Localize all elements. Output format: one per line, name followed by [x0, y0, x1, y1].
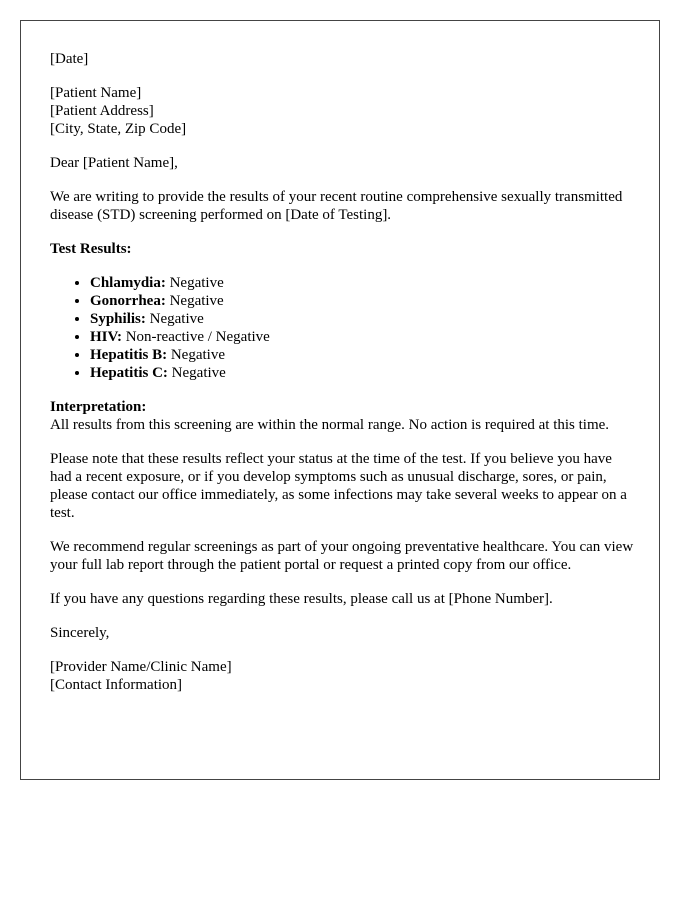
test-result: Negative: [171, 365, 226, 381]
test-name: Chlamydia:: [90, 275, 166, 291]
interpretation-text: All results from this screening are within the normal range. No action is required at this time.: [50, 417, 610, 433]
list-item: [90, 310, 635, 328]
test-results-list: [50, 274, 635, 382]
test-name: HIV:: [90, 329, 122, 345]
letter-body: [50, 50, 635, 710]
recommendation-paragraph: We recommend regular screenings as part of your ongoing preventative healthcare. You can view your full lab report through the patient portal or request a printed copy from our office.: [50, 539, 634, 573]
intro-paragraph: We are writing to provide the results of your recent routine comprehensive sexually transmitted disease (STD) screening performed on [Date of Testing].: [50, 189, 623, 223]
note-paragraph: Please note that these results reflect your status at the time of the test. If you believe you have had a recent exposure, or if you develop symptoms such as unusual discharge, sores, or pain, please contact our office immediately, as some infections may take several weeks to appear on a test.: [50, 451, 627, 521]
test-result: Negative: [169, 293, 224, 309]
test-name: Gonorrhea:: [90, 293, 166, 309]
test-result: Non-reactive / Negative: [125, 329, 270, 345]
list-item: [90, 328, 635, 346]
test-name: Syphilis:: [90, 311, 146, 327]
test-name: Hepatitis C:: [90, 365, 168, 381]
letter-page: [20, 20, 660, 780]
test-result: Negative: [170, 347, 225, 363]
test-result: Negative: [169, 275, 224, 291]
list-item: [90, 274, 635, 292]
test-result: Negative: [149, 311, 204, 327]
signature-provider: [Provider Name/Clinic Name]: [50, 659, 232, 675]
interpretation-heading: Interpretation:: [50, 399, 147, 415]
signature-block: [50, 658, 635, 694]
closing: Sincerely,: [50, 625, 110, 641]
list-item: [90, 292, 635, 310]
test-results-heading: Test Results:: [50, 241, 132, 257]
questions-paragraph: If you have any questions regarding these results, please call us at [Phone Number].: [50, 591, 553, 607]
interpretation-block: [50, 398, 635, 434]
list-item: [90, 346, 635, 364]
salutation: Dear [Patient Name],: [50, 155, 178, 171]
recipient-block: [50, 84, 635, 138]
signature-contact: [Contact Information]: [50, 677, 183, 693]
test-name: Hepatitis B:: [90, 347, 168, 363]
recipient-name: [Patient Name]: [50, 85, 142, 101]
letter-date: [Date]: [50, 51, 89, 67]
recipient-address: [Patient Address]: [50, 103, 154, 119]
list-item: [90, 364, 635, 382]
recipient-city-state-zip: [City, State, Zip Code]: [50, 121, 187, 137]
